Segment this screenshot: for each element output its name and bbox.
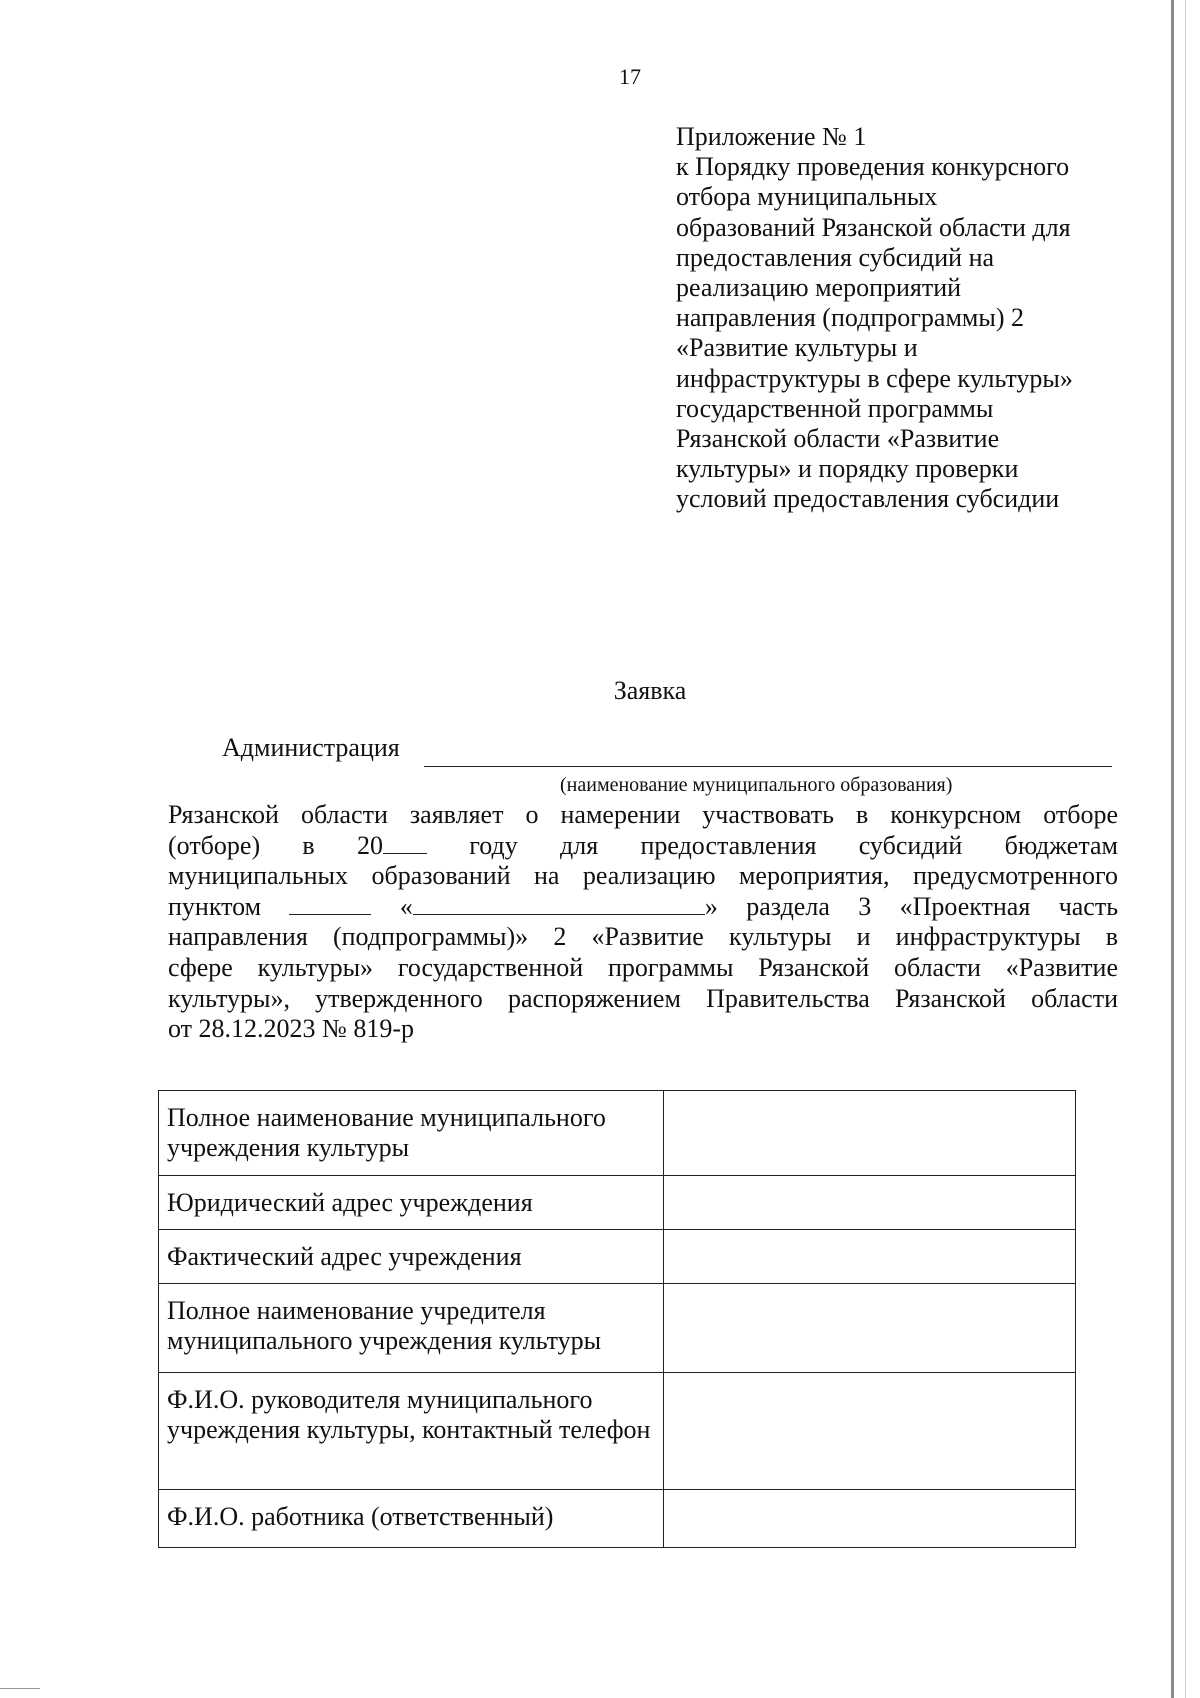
administration-name-field (424, 766, 1112, 767)
appendix-line: предоставления субсидий на (676, 242, 995, 272)
table-row-value[interactable] (663, 1373, 1075, 1490)
year-blank (383, 831, 427, 854)
body-word: субсидий (858, 830, 963, 860)
table-row-label: Ф.И.О. руководителя муниципального учреждения культуры, контактный телефон (159, 1373, 664, 1490)
appendix-line: реализацию мероприятий (676, 273, 962, 303)
body-line (168, 831, 1118, 862)
body-word: бюджетам (1004, 830, 1119, 860)
body-word: «Проектная (899, 891, 1031, 921)
open-quote: « (399, 891, 413, 921)
appendix-line: образований Рязанской области для (676, 212, 1071, 242)
close-quote: » (704, 891, 718, 921)
appendix-line: к Порядку проведения конкурсного (676, 152, 1070, 182)
body-line: муниципальных образований на реализацию мероприятия, предусмотренного (168, 861, 1118, 891)
table-row (159, 1230, 1076, 1284)
body-word: для (560, 830, 599, 860)
body-line: сфере культуры» государственной программы Рязанской области «Развитие (168, 952, 1118, 982)
appendix-line: Приложение № 1 (676, 122, 867, 151)
appendix-line: инфраструктуры в сфере культуры» (676, 363, 1073, 393)
administration-caption: (наименование муниципального образования) (560, 774, 953, 796)
appendix-line: государственной программы (676, 393, 994, 423)
body-word: часть (1058, 891, 1119, 921)
table-row (159, 1176, 1076, 1230)
body-word: раздела (746, 891, 830, 921)
scan-artifact-line (0, 1688, 40, 1689)
table-row (159, 1373, 1076, 1490)
table-row (159, 1091, 1076, 1176)
body-line: культуры», утвержденного распоряжением Правительства Рязанской области (168, 983, 1118, 1013)
table-row-value[interactable] (663, 1230, 1075, 1284)
appendix-header (676, 122, 1136, 515)
table-row (159, 1490, 1076, 1548)
table-row-value[interactable] (663, 1284, 1075, 1373)
table-row-label: Полное наименование муниципального учреждения культуры (159, 1091, 664, 1176)
year-field (357, 831, 427, 860)
scan-page-edge (1171, 0, 1174, 1698)
table-row-label: Юридический адрес учреждения (159, 1176, 664, 1230)
body-word: 3 (858, 891, 872, 921)
institution-info-table (158, 1090, 1076, 1548)
table-row-value[interactable] (663, 1176, 1075, 1230)
administration-row (222, 733, 1112, 769)
body-line (168, 892, 1118, 923)
table-row-label: Фактический адрес учреждения (159, 1230, 664, 1284)
table-row-value[interactable] (663, 1091, 1075, 1176)
body-word: пунктом (168, 891, 262, 921)
appendix-line: культуры» и порядку проверки (676, 454, 1019, 484)
appendix-line: «Развитие культуры и (676, 333, 918, 363)
administration-label: Администрация (222, 733, 400, 762)
table-row-label: Ф.И.О. работника (ответственный) (159, 1490, 664, 1548)
scan-page-edge (1185, 0, 1186, 1698)
body-word: в (302, 830, 315, 860)
year-prefix: 20 (356, 830, 383, 860)
table-row-value[interactable] (663, 1490, 1075, 1548)
event-name-field (400, 892, 718, 921)
body-word: предоставления (640, 830, 817, 860)
body-line: Рязанской области заявляет о намерении участвовать в конкурсном отборе (168, 800, 1118, 829)
table-row (159, 1284, 1076, 1373)
page-number: 17 (619, 64, 641, 89)
document-title: Заявка (613, 676, 687, 705)
body-line: от 28.12.2023 № 819-р (168, 1014, 414, 1044)
body-word: году (469, 830, 518, 860)
appendix-line: Рязанской области «Развитие (676, 424, 1000, 454)
item-number-blank (289, 892, 371, 915)
appendix-line: условий предоставления субсидии (676, 484, 1060, 514)
application-body (168, 800, 1118, 1045)
appendix-line: отбора муниципальных (676, 182, 938, 212)
appendix-line: направления (подпрограммы) 2 (676, 303, 1025, 333)
table-row-label: Полное наименование учредителя муниципального учреждения культуры (159, 1284, 664, 1373)
event-name-blank (413, 892, 705, 915)
body-line: направления (подпрограммы)» 2 «Развитие культуры и инфраструктуры в (168, 922, 1118, 952)
body-word: (отборе) (168, 830, 261, 860)
